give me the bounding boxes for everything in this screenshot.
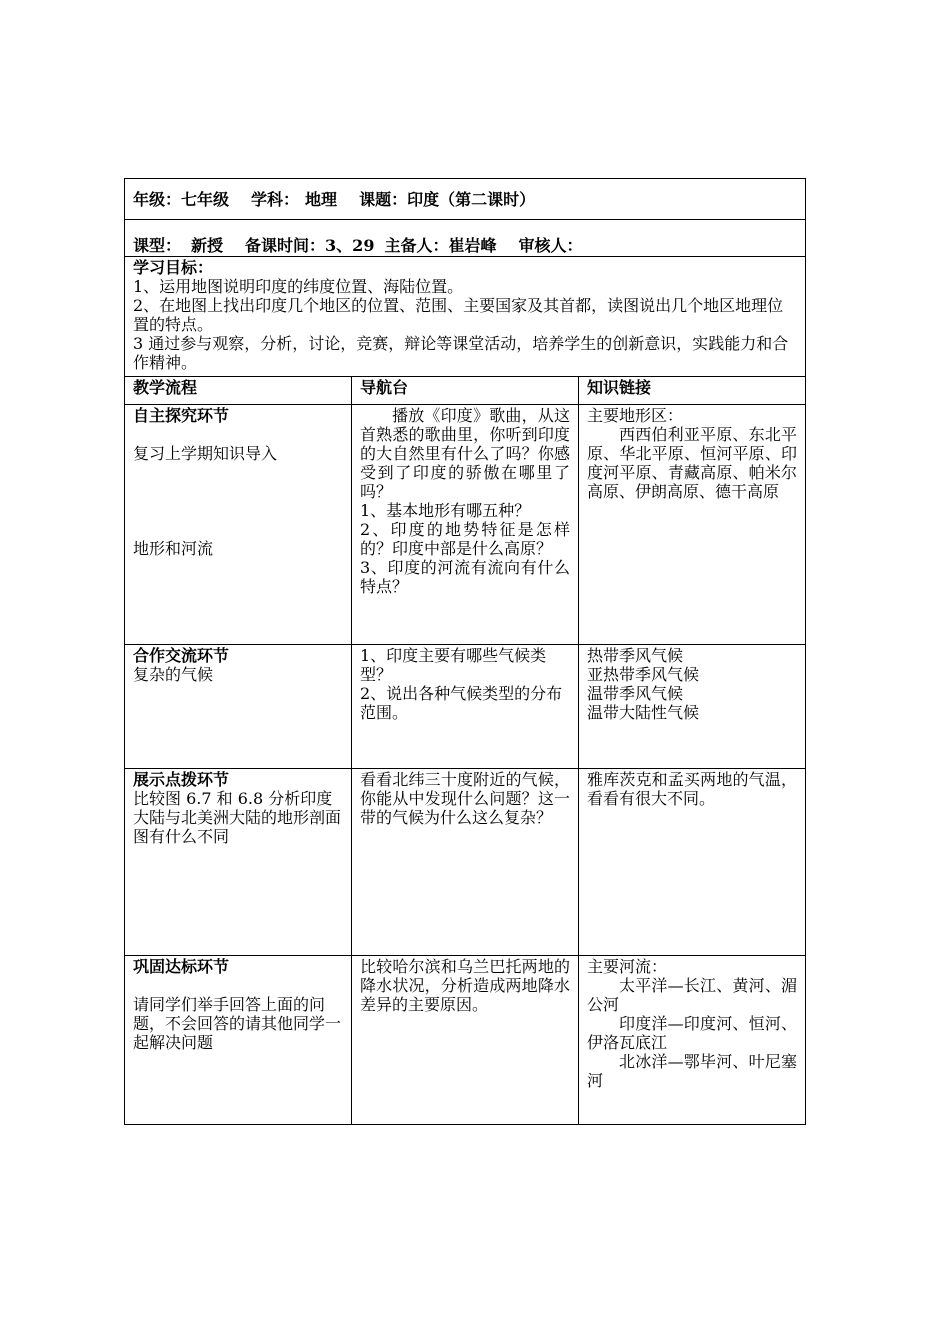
table-row bbox=[125, 956, 806, 1125]
topic-value: 印度（第二课时） bbox=[407, 189, 536, 209]
flow-line: 地形和河流 bbox=[133, 539, 214, 558]
nav-cell bbox=[352, 956, 579, 1125]
nav-cell bbox=[352, 769, 579, 956]
preparer-label: 主备人： bbox=[384, 236, 449, 255]
flow-line: 复习上学期知识导入 bbox=[133, 444, 278, 463]
meta-cell bbox=[125, 220, 806, 257]
column-header-flow: 教学流程 bbox=[125, 377, 352, 405]
link-line: 亚热带季风气候 bbox=[587, 665, 700, 684]
table-row bbox=[125, 405, 806, 645]
objective-item: 3 通过参与观察，分析，讨论，竞赛，辩论等课堂活动，培养学生的创新意识，实践能力和合作精神。 bbox=[133, 334, 789, 372]
flow-cell bbox=[125, 645, 352, 769]
flow-cell bbox=[125, 405, 352, 645]
link-line: 西西伯利亚平原、东北平原、华北平原、恒河平原、印度河平原、青藏高原、帕米尔高原、伊朗高原、德干高原 bbox=[587, 425, 798, 501]
subject-value: 地理 bbox=[305, 189, 338, 209]
nav-line: 2、说出各种气候类型的分布范围。 bbox=[360, 684, 563, 722]
link-title: 主要河流： bbox=[587, 957, 668, 976]
link-title: 主要地形区： bbox=[587, 406, 684, 425]
flow-title: 展示点拨环节 bbox=[133, 770, 230, 789]
table-row bbox=[125, 645, 806, 769]
flow-line: 复杂的气候 bbox=[133, 665, 214, 684]
objective-item: 1、运用地图说明印度的纬度位置、海陆位置。 bbox=[133, 277, 464, 296]
link-line: 雅库茨克和孟买两地的气温，看看有很大不同。 bbox=[587, 770, 798, 808]
nav-line: 1、印度主要有哪些气候类型？ bbox=[360, 646, 547, 684]
nav-line: 2、印度的地势特征是怎样的？印度中部是什么高原？ bbox=[360, 520, 570, 558]
flow-cell bbox=[125, 769, 352, 956]
link-cell bbox=[579, 645, 806, 769]
objectives-title: 学习目标： bbox=[133, 258, 214, 277]
time-value: 3、29 bbox=[325, 236, 375, 255]
link-line: 印度洋—印度河、恒河、伊洛瓦底江 bbox=[587, 1014, 798, 1052]
nav-line: 看看北纬三十度附近的气候，你能从中发现什么问题？这一带的气候为什么这么复杂？ bbox=[360, 770, 570, 827]
nav-line: 1、基本地形有哪五种？ bbox=[360, 501, 531, 520]
nav-lead: 播放《印度》歌曲，从这首熟悉的歌曲里，你听到印度的大自然里有什么了吗？你感受到了印度的骄傲在哪里了吗？ bbox=[360, 406, 570, 501]
meta-row bbox=[125, 220, 806, 257]
flow-cell bbox=[125, 956, 352, 1125]
link-line: 热带季风气候 bbox=[587, 646, 684, 665]
table-row bbox=[125, 769, 806, 956]
grade-value: 七年级 bbox=[181, 189, 230, 209]
objective-item: 2、在地图上找出印度几个地区的位置、范围、主要国家及其首都，读图说出几个地区地理位置的特点。 bbox=[133, 296, 784, 334]
column-header-nav: 导航台 bbox=[352, 377, 579, 405]
link-line: 温带季风气候 bbox=[587, 684, 684, 703]
link-line: 太平洋—长江、黄河、湄公河 bbox=[587, 976, 798, 1014]
link-cell bbox=[579, 956, 806, 1125]
header-cell bbox=[125, 179, 806, 220]
link-line: 北冰洋—鄂毕河、叶尼塞河 bbox=[587, 1052, 798, 1090]
link-cell bbox=[579, 405, 806, 645]
nav-cell bbox=[352, 405, 579, 645]
grade-label: 年级： bbox=[133, 189, 182, 209]
link-cell bbox=[579, 769, 806, 956]
reviewer-label: 审核人： bbox=[518, 236, 583, 255]
preparer-value: 崔岩峰 bbox=[448, 236, 497, 255]
time-label: 备课时间： bbox=[245, 236, 326, 255]
flow-title: 自主探究环节 bbox=[133, 406, 230, 425]
nav-line: 3、印度的河流有流向有什么特点？ bbox=[360, 558, 570, 596]
nav-cell bbox=[352, 645, 579, 769]
subject-label: 学科： bbox=[251, 189, 300, 209]
column-header-link: 知识链接 bbox=[579, 377, 806, 405]
objectives-cell bbox=[125, 257, 806, 377]
objectives-row bbox=[125, 257, 806, 377]
type-value: 新授 bbox=[191, 236, 224, 255]
link-line: 温带大陆性气候 bbox=[587, 703, 700, 722]
flow-line: 比较图 6.7 和 6.8 分析印度大陆与北美洲大陆的地形剖面图有什么不同 bbox=[133, 789, 342, 846]
flow-title: 合作交流环节 bbox=[133, 646, 230, 665]
topic-label: 课题： bbox=[359, 189, 408, 209]
header-row bbox=[125, 179, 806, 220]
flow-line: 请同学们举手回答上面的问题，不会回答的请其他同学一起解决问题 bbox=[133, 995, 342, 1052]
nav-line: 比较哈尔滨和乌兰巴托两地的降水状况，分析造成两地降水差异的主要原因。 bbox=[360, 957, 570, 1014]
lesson-plan-table bbox=[124, 178, 806, 1125]
type-label: 课型： bbox=[133, 236, 182, 255]
column-header-row bbox=[125, 377, 806, 405]
flow-title: 巩固达标环节 bbox=[133, 957, 230, 976]
